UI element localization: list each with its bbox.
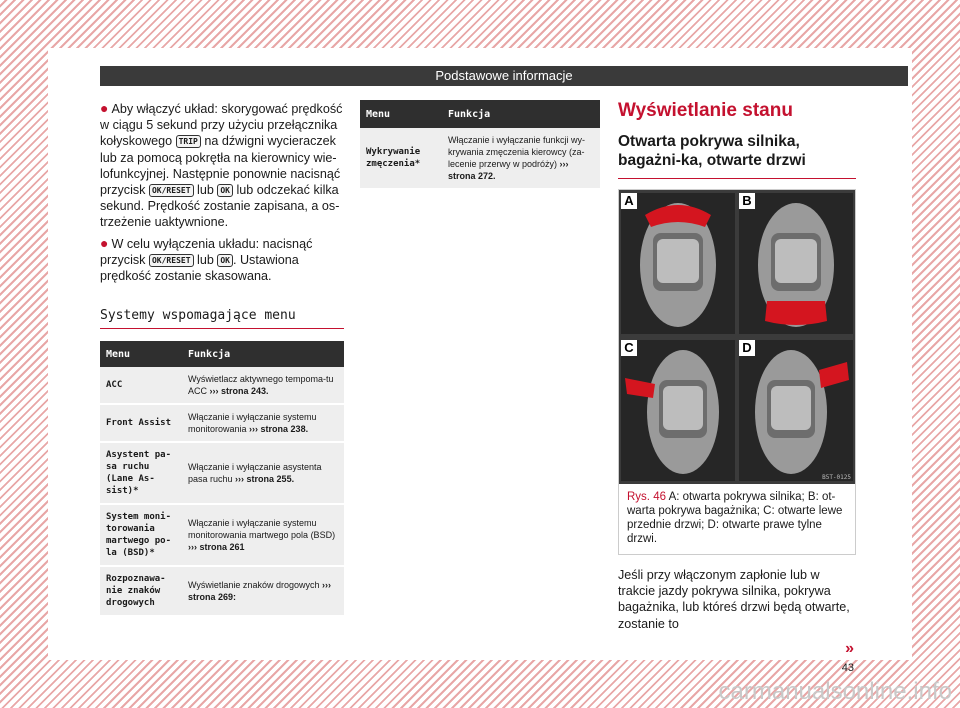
page-reference-link[interactable]: strona 272. [448, 171, 496, 181]
function-text: Włączanie i wyłączanie systemu monitorowania [188, 412, 317, 435]
function-text: Wyświetlanie znaków drogowych [188, 580, 322, 591]
page-header: Podstawowe informacje [100, 66, 908, 86]
car-rear-right-door-open-icon [739, 340, 853, 481]
function-cell [182, 404, 344, 442]
panel-label-a: A [621, 193, 637, 209]
table-row [100, 504, 344, 566]
panel-label-b: B [739, 193, 755, 209]
reference-arrows: ››› [559, 159, 569, 169]
ok-key-icon: OK [217, 254, 233, 267]
panel-label-d: D [739, 340, 755, 356]
function-text: Włączanie i wyłączanie asystenta pasa ruchu [188, 462, 322, 485]
function-cell [182, 442, 344, 504]
column-middle [360, 100, 600, 190]
function-text: Włączanie i wyłączanie systemu monitorowania martwego pola (BSD) [188, 518, 336, 541]
figure-caption-text: A: otwarta pokrywa silnika; B: ot-warta pokrywa bagażnika; C: otwarte lewe przednie drzwi; D: otwarte prawe tylne drzwi. [627, 491, 843, 545]
menu-cell: Asystent pa-sa ruchu (Lane As-sist)* [100, 442, 182, 504]
menu-cell: Front Assist [100, 404, 182, 442]
body-text: Jeśli przy włączonym zapłonie lub w trakcie jazdy pokrywa silnika, pokrywa bagażnika, lub któreś drzwi będą otwarte, zostanie to [618, 568, 850, 631]
bullet-icon: ● [100, 234, 109, 251]
page-reference-link[interactable]: strona 243. [221, 386, 269, 397]
function-cell [182, 566, 344, 616]
table-header-menu: Menu [360, 100, 442, 128]
table-row [360, 128, 600, 189]
table-row [100, 367, 344, 404]
figure-panel-b [739, 193, 853, 334]
column-left [100, 100, 344, 617]
figure-panel-a [621, 193, 735, 334]
page-reference-link[interactable]: strona 238. [260, 424, 309, 435]
subsection-title: Otwarta pokrywa silnika, bagażni-ka, otwarte drzwi [618, 132, 856, 179]
figure-image [619, 190, 855, 484]
trip-key-icon: TRIP [176, 135, 201, 148]
function-cell [182, 504, 344, 566]
ok-key-icon: OK [217, 184, 233, 197]
figure-panel-d [739, 340, 853, 481]
assist-menu-table [100, 341, 344, 617]
menu-cell: System moni-torowania martwego po-la (BSD)* [100, 504, 182, 566]
figure [618, 189, 856, 555]
figure-caption [619, 484, 855, 554]
function-cell [182, 367, 344, 404]
bullet-icon: ● [100, 100, 109, 116]
watermark: carmanualsonline.info [718, 678, 952, 705]
function-cell [442, 128, 600, 189]
figure-caption-ref: Rys. 46 [627, 491, 666, 503]
car-front-left-door-open-icon [621, 340, 735, 481]
table-row [100, 566, 344, 616]
menu-cell: Wykrywanie zmęczenia* [360, 128, 442, 189]
page-number: 43 [841, 662, 854, 674]
table-row [100, 442, 344, 504]
section-title-status: Wyświetlanie stanu [618, 100, 793, 121]
car-hood-open-icon [621, 193, 735, 334]
fatigue-menu-table [360, 100, 600, 190]
table-row [100, 404, 344, 442]
reference-arrows: ››› [249, 424, 259, 435]
reference-arrows: ››› [188, 542, 197, 553]
page-reference-link[interactable]: strona 255. [246, 474, 295, 485]
section-title-assist-menu: Systemy wspomagające menu [100, 308, 344, 329]
table-header-function: Funkcja [442, 100, 600, 128]
bullet-enable: ● Aby włączyć układ: skorygować prędkość w ciągu 5 sekund przy użyciu przełącznika kołyskowego TRIP na dźwigni wycieraczek lub za pomocą pokrętła na kierownicy wie-lofunkcyjnej. Następnie ponownie nacisnąć przycisk OK/RESET lub OK lub odczekać kilka sekund. Prędkość zostanie zapisana, a os-trzeżenie uaktywnione. [100, 100, 343, 230]
car-trunk-open-icon [739, 193, 853, 334]
ok-reset-key-icon: OK/RESET [149, 254, 194, 267]
reference-arrows: ››› [321, 580, 331, 591]
function-text: Włączanie i wyłączanie funkcji wy-krywania zmęczenia kierowcy (za-lecenie przerwy w podróży) [448, 135, 586, 169]
menu-cell: ACC [100, 367, 182, 404]
panel-label-c: C [621, 340, 637, 356]
figure-panel-c [621, 340, 735, 481]
menu-cell: Rozpoznawa-nie znaków drogowych [100, 566, 182, 616]
figure-code: B5T-0125 [822, 474, 851, 481]
page [48, 48, 912, 674]
bullet-disable: ● W celu wyłączenia układu: nacisnąć przycisk OK/RESET lub OK . Ustawiona prędkość zostanie skasowana. [100, 234, 313, 284]
reference-arrows: ››› [209, 386, 219, 397]
column-right [618, 100, 856, 632]
table-header-menu: Menu [100, 341, 182, 367]
page-reference-link[interactable]: strona 269: [188, 592, 237, 603]
ok-reset-key-icon: OK/RESET [149, 184, 194, 197]
reference-arrows: ››› [235, 474, 245, 485]
page-reference-link[interactable]: strona 261 [199, 542, 245, 553]
continue-mark: » [845, 640, 854, 657]
table-header-function: Funkcja [182, 341, 344, 367]
function-text: Wyświetlacz aktywnego tempoma-tu ACC [188, 374, 334, 397]
